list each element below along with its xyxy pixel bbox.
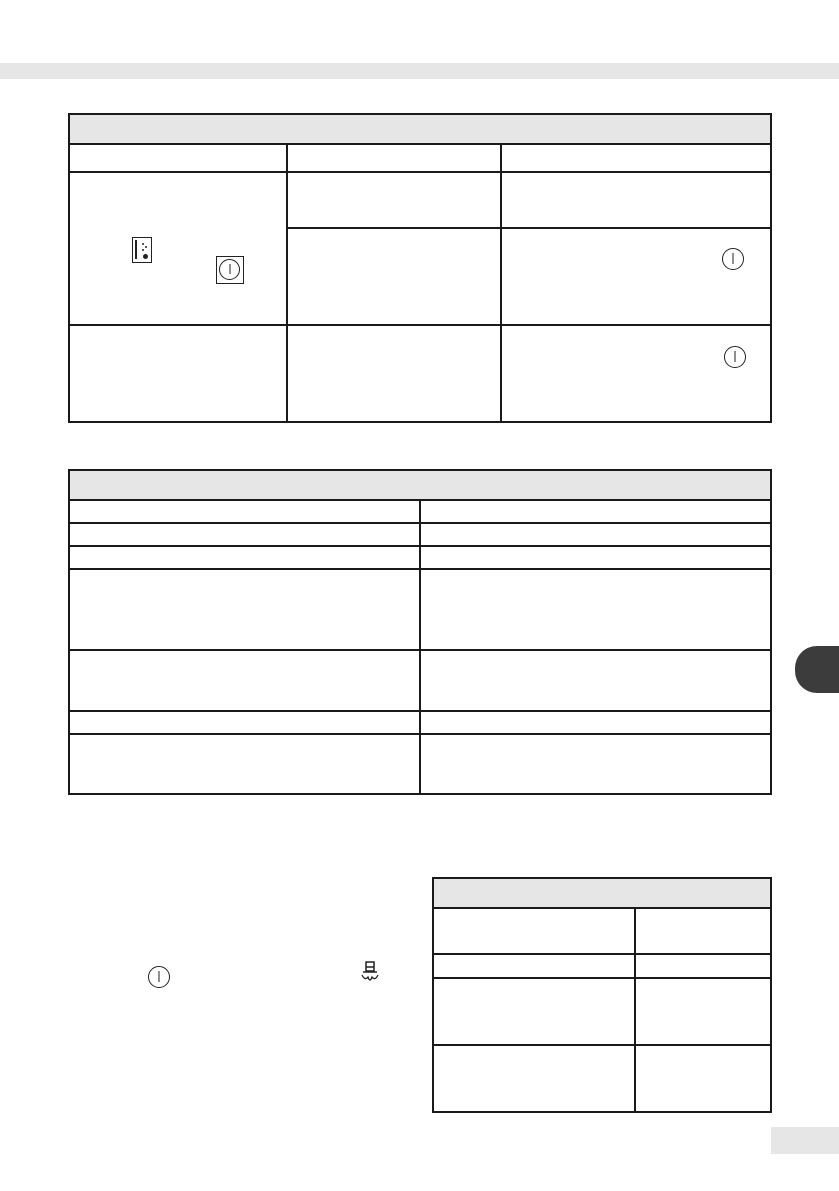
power-button-icon — [216, 256, 244, 284]
program-table — [432, 877, 772, 1113]
row-divider — [70, 568, 770, 570]
row-divider — [70, 710, 770, 712]
technical-data-table — [68, 469, 772, 795]
header-band — [0, 63, 839, 79]
row-divider — [287, 227, 770, 229]
row-divider — [70, 649, 770, 651]
power-icon — [148, 966, 170, 988]
row-divider — [434, 977, 770, 979]
troubleshooting-table — [68, 113, 772, 423]
steam-icon — [359, 961, 381, 985]
column-divider — [286, 145, 288, 421]
column-divider — [634, 909, 636, 1111]
column-header-divider — [70, 171, 770, 173]
power-icon — [724, 346, 746, 368]
row-divider — [70, 733, 770, 735]
chapter-tab-marker — [795, 646, 839, 693]
table-header-bar — [434, 879, 770, 909]
table-header-bar — [70, 115, 770, 145]
row-divider — [70, 545, 770, 547]
row-divider — [434, 953, 770, 955]
row-divider — [70, 522, 770, 524]
power-icon — [722, 248, 744, 270]
table-header-bar — [70, 471, 770, 501]
column-divider — [500, 145, 502, 421]
page-number-box — [771, 1127, 839, 1154]
row-divider — [434, 1044, 770, 1046]
indicator-icon — [132, 237, 152, 263]
row-divider — [70, 324, 770, 326]
